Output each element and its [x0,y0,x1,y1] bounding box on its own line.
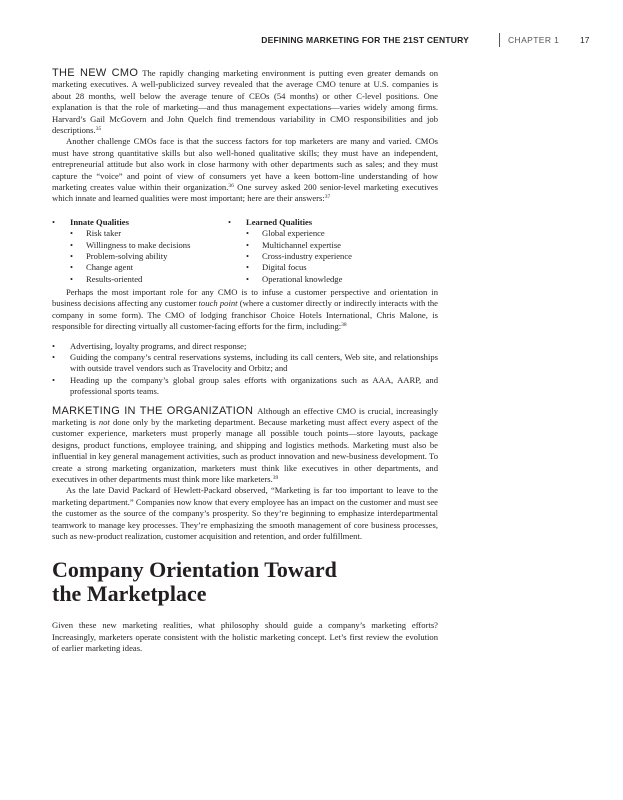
running-head-title: DEFINING MARKETING FOR THE 21ST CENTURY [261,35,469,45]
list-item: • Cross-industry experience [228,251,352,262]
learned-qualities-column [228,217,352,285]
running-head [0,33,600,47]
list-item: • Heading up the company’s global group sales efforts with organizations such as AAA, AARP, and professional sports teams. [52,375,438,398]
running-head-chapter: CHAPTER 1 [508,35,560,45]
new-cmo-paragraph-2: Another challenge CMOs face is that the success factors for top marketers are many and varied. CMOs must have strong quantitative skills but also well-honed qualitative skills; they must have an independent, entrepreneurial attitude but also work in close harmony with other departments such as sales; and they must capture the “voice” and point of view of consumers yet have a keen bottom-line understanding of how marketing creates value within their organization.$^{36}$ One survey asked 200 senior-level marketing executives which innate and learned qualities were most important; here are their answers:$^{37}$ [52,136,438,204]
list-item: • Risk taker [52,228,190,239]
new-cmo-paragraph-1: THE NEW CMO The rapidly changing marketing environment is putting even greater demands on marketing executives. A well-publicized survey revealed that the average CMO tenure at U.S. companies is about 28 months, well below the average tenure of CEOs (54 months) or other C-level positions. One explanation is that the role of marketing—and thus management expectations—varies widely among firms. Harvard’s Gail McGovern and John Quelch find tremendous variability in CMO responsibilities and job descriptions.$^{35}$ [52,67,438,136]
organization-paragraph-2: As the late David Packard of Hewlett-Packard observed, “Marketing is far too important to leave to the marketing department.” Companies now know that every employee has an impact on the customer and must see the customer as the source of the company’s prosperity. So they’re beginning to emphasize interdepartmental teamwork to manage key processes. They’re emphasizing the smooth management of core business processes, such as new-product realization, customer acquisition and retention, and order fulfillment. [52,485,438,541]
touch-point-term: touch point [198,298,238,309]
learned-qualities-title: • Learned Qualities [228,217,352,228]
organization-paragraph-1: MARKETING IN THE ORGANIZATION Although an effective CMO is crucial, increasingly marketing is not done only by the marketing department. Because marketing must affect every aspect of the customer experience, marketers must properly manage all possible touch points—store layouts, package designs, product functions, employee training, and shipping and logistics methods. Marketing must also be influential in key general management activities, such as product innovation and new-business development. To create a strong marketing organization, marketers must think like executives in other departments, and executives in other departments must think more like marketers.$^{39}$ [52,404,438,484]
list-item: • Willingness to make decisions [52,240,190,251]
section-heading-organization: MARKETING IN THE ORGANIZATION [52,404,254,417]
innate-qualities-column [52,217,190,285]
list-item: • Guiding the company’s central reservations systems, including its call centers, Web site, and relationships with outside travel vendors such as Travelocity and Orbitz; and [52,352,438,375]
footnote-ref: 36 [228,183,234,190]
body-text [52,68,438,655]
list-item: • Problem-solving ability [52,251,190,262]
footnote-ref: 35 [95,126,102,133]
list-item: • Operational knowledge [228,274,352,285]
page-number: 17 [580,35,590,45]
footnote-ref: 39 [272,474,279,481]
orientation-paragraph: Given these new marketing realities, what philosophy should guide a company’s marketing efforts? Increasingly, marketers operate consistent with the holistic marketing concept. Let’s first review the evolution of earlier marketing ideas. [52,620,438,654]
list-item: • Change agent [52,262,190,273]
cmo-role-paragraph: Perhaps the most important role for any CMO is to infuse a customer perspective and orientation in business decisions affecting any customer touch point (where a customer directly or indirectly interacts with the company in some form). The CMO of lodging franchisor Choice Hotels International, Chris Malone, is responsible for directing virtually all customer-facing efforts for the firm, including:$^{38}$ [52,286,438,332]
footnote-ref: 37 [324,194,331,201]
running-head-divider [499,33,500,47]
qualities-list [52,217,438,287]
list-item: • Global experience [228,228,352,239]
cmo-duties-list [52,341,438,398]
list-item: • Advertising, loyalty programs, and direct response; [52,341,438,352]
list-item: • Results-oriented [52,274,190,285]
innate-qualities-title: • Innate Qualities [52,217,190,228]
list-item: • Multichannel expertise [228,240,352,251]
major-heading: Company Orientation Toward the Marketplace [52,557,337,607]
section-heading-new-cmo: THE NEW CMO [52,67,139,79]
list-item: • Digital focus [228,262,352,273]
footnote-ref: 38 [341,322,347,329]
